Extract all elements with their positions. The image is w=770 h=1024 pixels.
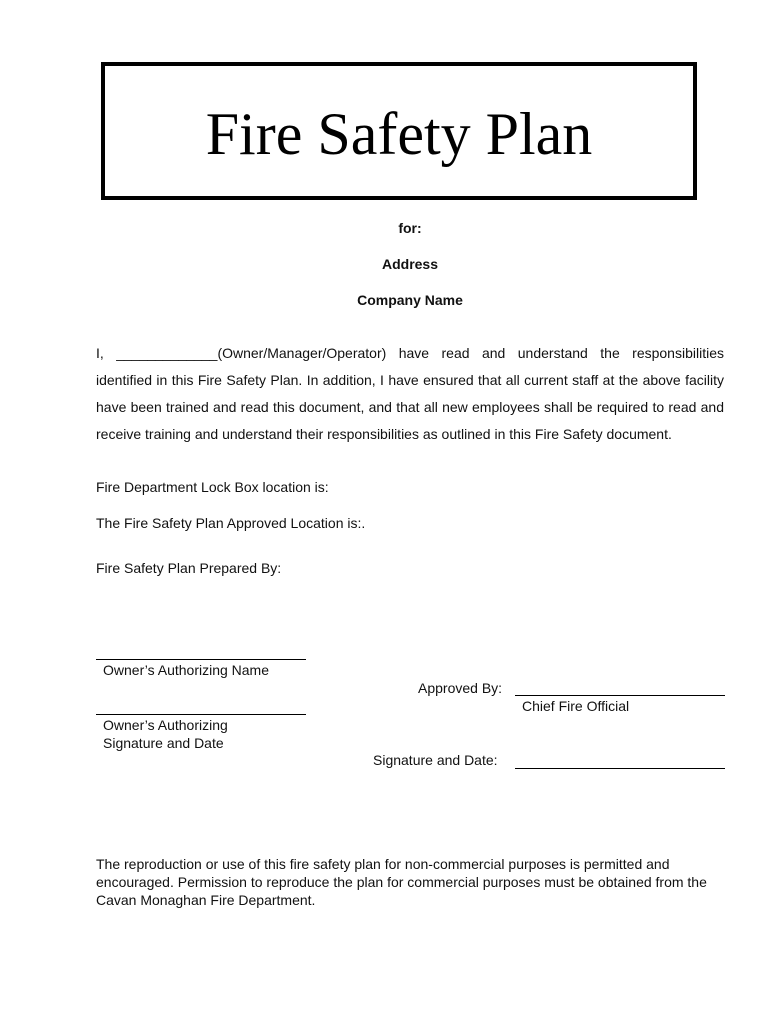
approved-by-signature-line[interactable]: [515, 695, 725, 696]
prepared-by: Fire Safety Plan Prepared By:: [96, 560, 282, 576]
approved-location: The Fire Safety Plan Approved Location is:.: [96, 515, 366, 531]
owner-name-label: Owner’s Authorizing Name: [103, 662, 270, 678]
owner-name-signature-line[interactable]: [96, 659, 306, 660]
for-label: for:: [398, 220, 422, 236]
chief-fire-official-label: Chief Fire Official: [522, 698, 630, 714]
document-title: Fire Safety Plan: [205, 101, 593, 167]
owner-signature-label: Owner’s Authorizing Signature and Date: [103, 717, 228, 751]
declaration-paragraph: I, _____________(Owner/Manager/Operator) have read and understand the responsibilities identified in this Fire Safety Plan. In addition, I have ensured that all current staff at the above facility have been trained and read this document, and that all new employees shall be required to read and receive training and understand their responsibilities as outlined in this Fire Safety document.: [96, 345, 724, 442]
approved-by-label: Approved By:: [418, 680, 503, 696]
title-box: [101, 62, 697, 200]
signature-date-label: Signature and Date:: [373, 752, 498, 768]
owner-signature-line[interactable]: [96, 714, 306, 715]
company-name-label: Company Name: [357, 292, 463, 308]
reproduction-notice: The reproduction or use of this fire safety plan for non-commercial purposes is permitted and encouraged. Permission to reproduce the plan for commercial purposes must be obtained from the Cavan Monaghan Fire Department.: [96, 856, 707, 908]
address-label: Address: [381, 256, 439, 272]
lock-box-location: Fire Department Lock Box location is:: [96, 479, 329, 495]
signature-date-line[interactable]: [515, 768, 725, 769]
